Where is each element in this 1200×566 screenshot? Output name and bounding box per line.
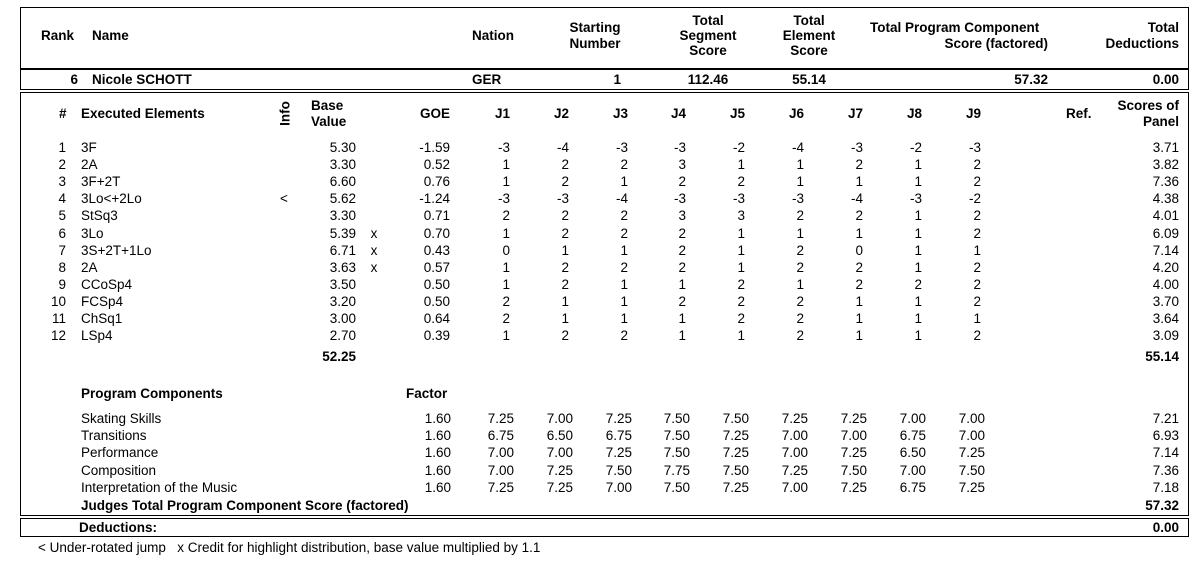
element-num: 9 — [58, 276, 66, 292]
element-judge-1: 2 — [502, 293, 510, 309]
element-judge-8: 1 — [914, 311, 922, 326]
element-info: < — [280, 191, 288, 207]
element-judge-8: 1 — [914, 242, 922, 258]
pcs-total-label: Judges Total Program Component Score (factored) — [81, 498, 409, 513]
judge-label-2: J2 — [553, 106, 569, 121]
element-x-mark: x — [370, 259, 378, 275]
deductions-value: 0.00 — [1152, 520, 1179, 535]
element-judge-4: 2 — [678, 225, 686, 241]
element-judge-9: 2 — [973, 293, 981, 309]
element-judge-6: 1 — [796, 174, 804, 190]
goe-label: GOE — [419, 106, 450, 121]
element-judge-1: 1 — [502, 157, 510, 173]
element-judge-7: 2 — [855, 259, 863, 275]
judge-label-9: J9 — [965, 106, 981, 121]
element-judge-2: 1 — [561, 242, 569, 258]
component-panel-score: 7.21 — [1152, 411, 1179, 426]
deductions-label: Deductions: — [79, 520, 158, 535]
executed-elements-label: Executed Elements — [81, 106, 205, 121]
element-judge-8: 1 — [914, 328, 922, 344]
component-judge-6: 7.25 — [781, 462, 808, 478]
skater-rank: 6 — [70, 72, 78, 87]
component-judge-3: 7.25 — [605, 411, 632, 426]
element-judge-1: 1 — [502, 259, 510, 275]
component-judge-2: 7.00 — [546, 445, 573, 461]
component-judge-1: 7.25 — [487, 411, 514, 426]
element-judge-5: 1 — [737, 225, 745, 241]
element-goe: 0.39 — [423, 328, 450, 344]
element-name: 3F — [81, 140, 97, 155]
component-factor: 1.60 — [424, 462, 451, 478]
component-judge-9: 7.25 — [958, 479, 985, 495]
component-judge-9: 7.00 — [958, 428, 985, 444]
element-judge-8: 1 — [914, 225, 922, 241]
program-components-label: Program Components — [81, 386, 223, 401]
ded-label-1: Total — [1147, 20, 1179, 35]
element-judge-9: 2 — [973, 225, 981, 241]
element-judge-6: 2 — [796, 311, 804, 326]
element-panel-score: 4.01 — [1152, 208, 1179, 224]
element-judge-5: 2 — [737, 311, 745, 326]
element-judge-2: 1 — [561, 293, 569, 309]
component-factor: 1.60 — [424, 445, 451, 461]
element-panel-score: 3.09 — [1152, 328, 1179, 344]
element-judge-6: 1 — [796, 225, 804, 241]
judge-label-1: J1 — [494, 106, 510, 121]
element-judge-8: -3 — [909, 191, 922, 207]
element-num: 1 — [58, 140, 66, 155]
element-judge-4: 1 — [678, 276, 686, 292]
element-judge-5: 3 — [737, 208, 745, 224]
component-judge-3: 7.00 — [605, 479, 632, 495]
element-judge-8: 1 — [914, 259, 922, 275]
component-judge-4: 7.50 — [663, 411, 690, 426]
element-panel-score: 3.70 — [1152, 293, 1179, 309]
element-judge-1: 1 — [502, 225, 510, 241]
judge-label-8: J8 — [906, 106, 922, 121]
info-label: Info — [277, 101, 293, 126]
element-judge-2: 1 — [561, 311, 569, 326]
component-judge-7: 7.25 — [840, 411, 867, 426]
component-judge-2: 6.50 — [546, 428, 573, 444]
element-goe: 0.50 — [423, 293, 450, 309]
panel-label-2: Panel — [1142, 114, 1179, 129]
element-judge-2: -3 — [556, 191, 569, 207]
tss-label-3: Score — [689, 43, 727, 58]
tss-label-1: Total — [692, 13, 724, 28]
element-judge-6: 1 — [796, 276, 804, 292]
element-name: LSp4 — [81, 328, 113, 344]
element-name: FCSp4 — [81, 293, 124, 309]
element-judge-6: 1 — [796, 157, 804, 173]
component-judge-9: 7.50 — [958, 462, 985, 478]
element-judge-3: 2 — [620, 259, 628, 275]
component-name: Performance — [81, 445, 159, 461]
element-judge-7: 2 — [855, 157, 863, 173]
element-judge-7: 2 — [855, 276, 863, 292]
component-judge-8: 6.75 — [899, 428, 926, 444]
element-judge-2: -4 — [556, 140, 569, 155]
element-judge-5: 1 — [737, 157, 745, 173]
element-judge-3: 2 — [620, 208, 628, 224]
pcs-label-1: Total Program Component — [870, 20, 1040, 35]
element-num: 4 — [58, 191, 66, 207]
ded-label-2: Deductions — [1105, 36, 1179, 51]
element-judge-4: -3 — [673, 140, 686, 155]
component-judge-7: 7.25 — [840, 445, 867, 461]
skater-deductions: 0.00 — [1152, 72, 1179, 87]
element-panel-score: 4.20 — [1152, 259, 1179, 275]
element-judge-8: 1 — [914, 157, 922, 173]
starting-number-label-1: Starting — [569, 20, 621, 35]
pcs-label-2: Score (factored) — [944, 36, 1048, 51]
element-judge-1: -3 — [497, 191, 510, 207]
element-x-mark: x — [370, 242, 378, 258]
element-panel-score: 3.71 — [1152, 140, 1179, 155]
element-judge-9: -2 — [968, 191, 981, 207]
component-judge-4: 7.50 — [663, 428, 690, 444]
element-judge-3: 1 — [620, 293, 628, 309]
component-judge-4: 7.50 — [663, 479, 690, 495]
element-judge-1: 1 — [502, 328, 510, 344]
component-judge-1: 7.00 — [487, 445, 514, 461]
element-judge-4: 2 — [678, 174, 686, 190]
element-num: 5 — [58, 208, 66, 224]
component-judge-4: 7.50 — [663, 445, 690, 461]
element-judge-7: -3 — [850, 140, 863, 155]
component-judge-6: 7.00 — [781, 428, 808, 444]
element-judge-6: 2 — [796, 293, 804, 309]
element-name: CCoSp4 — [81, 276, 133, 292]
element-judge-9: 2 — [973, 259, 981, 275]
element-judge-7: 1 — [855, 311, 863, 326]
component-judge-9: 7.00 — [958, 411, 985, 426]
component-judge-3: 6.75 — [605, 428, 632, 444]
element-judge-5: 2 — [737, 276, 745, 292]
element-judge-6: 2 — [796, 328, 804, 344]
element-num: 8 — [58, 259, 66, 275]
element-judge-4: 2 — [678, 293, 686, 309]
component-judge-5: 7.50 — [722, 462, 749, 478]
element-panel-score: 4.00 — [1152, 276, 1179, 292]
element-judge-3: 2 — [620, 225, 628, 241]
element-num: 10 — [50, 293, 66, 309]
element-judge-2: 2 — [561, 157, 569, 173]
component-judge-3: 7.50 — [605, 462, 632, 478]
element-judge-3: 1 — [620, 242, 628, 258]
judge-label-5: J5 — [729, 106, 745, 121]
element-num: 12 — [50, 328, 66, 344]
rank-label: Rank — [41, 28, 75, 43]
element-judge-6: 2 — [796, 259, 804, 275]
component-judge-5: 7.25 — [722, 479, 749, 495]
element-base-value: 5.30 — [329, 140, 356, 155]
element-judge-2: 2 — [561, 174, 569, 190]
component-judge-2: 7.25 — [546, 479, 573, 495]
skater-name: Nicole SCHOTT — [92, 72, 192, 87]
component-judge-3: 7.25 — [605, 445, 632, 461]
component-judge-8: 7.00 — [899, 462, 926, 478]
component-judge-8: 7.00 — [899, 411, 926, 426]
component-judge-1: 7.00 — [487, 462, 514, 478]
element-judge-4: 1 — [678, 328, 686, 344]
element-goe: 0.70 — [423, 225, 450, 241]
element-name: ChSq1 — [81, 311, 123, 326]
element-judge-7: 1 — [855, 293, 863, 309]
component-judge-8: 6.50 — [899, 445, 926, 461]
element-name: StSq3 — [81, 208, 118, 224]
component-judge-7: 7.00 — [840, 428, 867, 444]
element-judge-1: 1 — [502, 174, 510, 190]
component-judge-4: 7.75 — [663, 462, 690, 478]
element-base-value: 3.20 — [329, 293, 356, 309]
skater-pcs: 57.32 — [1014, 72, 1048, 87]
component-judge-2: 7.00 — [546, 411, 573, 426]
element-goe: 0.76 — [423, 174, 450, 190]
element-x-mark: x — [370, 225, 378, 241]
element-judge-9: 2 — [973, 208, 981, 224]
component-name: Composition — [81, 462, 157, 478]
nation-label: Nation — [472, 28, 514, 43]
element-base-value: 6.60 — [329, 174, 356, 190]
element-judge-3: 1 — [620, 276, 628, 292]
component-panel-score: 7.36 — [1152, 462, 1179, 478]
element-goe: 0.50 — [423, 276, 450, 292]
tes-label-1: Total — [793, 13, 825, 28]
element-judge-5: -2 — [732, 140, 745, 155]
component-judge-6: 7.00 — [781, 445, 808, 461]
component-name: Skating Skills — [81, 411, 162, 426]
skater-nation: GER — [472, 72, 502, 87]
component-judge-5: 7.25 — [722, 428, 749, 444]
footnote: < Under-rotated jump x Credit for highlight distribution, base value multiplied by 1.1 — [38, 540, 541, 555]
element-judge-4: 3 — [678, 208, 686, 224]
element-judge-2: 2 — [561, 208, 569, 224]
element-judge-5: 1 — [737, 328, 745, 344]
judge-label-4: J4 — [670, 106, 686, 121]
factor-label: Factor — [406, 386, 448, 401]
panel-label-1: Scores of — [1117, 98, 1179, 113]
header-divider — [20, 68, 1189, 70]
element-panel-score: 3.82 — [1152, 157, 1179, 173]
element-judge-8: 2 — [914, 276, 922, 292]
element-judge-4: 1 — [678, 311, 686, 326]
element-judge-4: 2 — [678, 259, 686, 275]
element-num: 6 — [58, 225, 66, 241]
element-judge-7: 2 — [855, 208, 863, 224]
deductions-box — [20, 518, 1189, 537]
element-judge-6: -4 — [791, 140, 804, 155]
element-judge-8: -2 — [909, 140, 922, 155]
element-name: 3Lo<+2Lo — [81, 191, 142, 207]
element-judge-2: 2 — [561, 276, 569, 292]
element-judge-1: 0 — [502, 242, 510, 258]
component-judge-5: 7.25 — [722, 445, 749, 461]
element-judge-9: 2 — [973, 328, 981, 344]
component-panel-score: 6.93 — [1152, 428, 1179, 444]
component-factor: 1.60 — [424, 479, 451, 495]
element-panel-score: 3.64 — [1152, 311, 1179, 326]
base-value-total: 52.25 — [322, 349, 356, 364]
element-judge-9: -3 — [968, 140, 981, 155]
pcs-total-value: 57.32 — [1145, 498, 1179, 513]
element-judge-8: 1 — [914, 208, 922, 224]
component-name: Interpretation of the Music — [81, 479, 238, 495]
element-name: 3S+2T+1Lo — [81, 242, 152, 258]
element-panel-score: 7.14 — [1152, 242, 1179, 258]
component-factor: 1.60 — [424, 428, 451, 444]
element-judge-5: -3 — [732, 191, 745, 207]
element-goe: 0.57 — [423, 259, 450, 275]
element-judge-4: -3 — [673, 191, 686, 207]
tss-label-2: Segment — [679, 28, 737, 43]
element-name: 3Lo — [81, 225, 104, 241]
element-base-value: 5.62 — [329, 191, 356, 207]
component-judge-9: 7.25 — [958, 445, 985, 461]
element-judge-7: -4 — [850, 191, 863, 207]
component-judge-8: 6.75 — [899, 479, 926, 495]
element-judge-9: 1 — [973, 311, 981, 326]
component-panel-score: 7.14 — [1152, 445, 1179, 461]
component-panel-score: 7.18 — [1152, 479, 1179, 495]
element-judge-6: 2 — [796, 208, 804, 224]
element-judge-2: 2 — [561, 259, 569, 275]
ref-label: Ref. — [1066, 106, 1092, 121]
element-goe: 0.64 — [423, 311, 450, 326]
element-panel-score: 4.38 — [1152, 191, 1179, 207]
element-name: 2A — [81, 157, 98, 173]
component-judge-1: 7.25 — [487, 479, 514, 495]
element-judge-2: 2 — [561, 328, 569, 344]
element-num: 7 — [58, 242, 66, 258]
element-judge-9: 2 — [973, 276, 981, 292]
element-judge-3: 1 — [620, 311, 628, 326]
element-judge-7: 0 — [855, 242, 863, 258]
element-judge-5: 1 — [737, 242, 745, 258]
element-judge-3: 2 — [620, 328, 628, 344]
base-value-label-2: Value — [311, 114, 347, 129]
element-goe: -1.24 — [419, 191, 450, 207]
element-judge-5: 1 — [737, 259, 745, 275]
element-judge-7: 1 — [855, 174, 863, 190]
component-name: Transitions — [81, 428, 147, 444]
element-judge-9: 2 — [973, 157, 981, 173]
element-judge-3: 1 — [620, 174, 628, 190]
element-judge-2: 2 — [561, 225, 569, 241]
element-judge-1: -3 — [497, 140, 510, 155]
element-panel-score: 6.09 — [1152, 225, 1179, 241]
judge-label-3: J3 — [612, 106, 628, 121]
element-judge-9: 2 — [973, 174, 981, 190]
element-judge-8: 1 — [914, 293, 922, 309]
element-name: 3F+2T — [81, 174, 121, 190]
element-judge-6: 2 — [796, 242, 804, 258]
tes-label-2: Element — [782, 28, 836, 43]
element-judge-1: 1 — [502, 276, 510, 292]
component-factor: 1.60 — [424, 411, 451, 426]
panel-total: 55.14 — [1145, 349, 1179, 364]
element-judge-3: 2 — [620, 157, 628, 173]
component-judge-6: 7.25 — [781, 411, 808, 426]
starting-number-label-2: Number — [569, 36, 621, 51]
component-judge-5: 7.50 — [722, 411, 749, 426]
element-judge-9: 1 — [973, 242, 981, 258]
name-label: Name — [92, 28, 129, 43]
component-judge-6: 7.00 — [781, 479, 808, 495]
element-goe: 0.71 — [423, 208, 450, 224]
element-judge-3: -4 — [615, 191, 628, 207]
skater-tss: 112.46 — [687, 72, 729, 87]
element-base-value: 3.30 — [329, 208, 356, 224]
component-judge-7: 7.25 — [840, 479, 867, 495]
element-judge-5: 2 — [737, 293, 745, 309]
element-judge-8: 1 — [914, 174, 922, 190]
element-goe: -1.59 — [419, 140, 450, 155]
element-judge-5: 2 — [737, 174, 745, 190]
element-judge-1: 2 — [502, 208, 510, 224]
element-judge-1: 2 — [502, 311, 510, 326]
element-num: 11 — [51, 311, 66, 326]
element-judge-7: 1 — [855, 225, 863, 241]
element-base-value: 3.30 — [329, 157, 356, 173]
element-base-value: 2.70 — [329, 328, 356, 344]
judge-label-7: J7 — [847, 106, 863, 121]
element-judge-3: -3 — [615, 140, 628, 155]
element-base-value: 3.00 — [329, 311, 356, 326]
element-judge-4: 2 — [678, 242, 686, 258]
judge-label-6: J6 — [788, 106, 804, 121]
element-panel-score: 7.36 — [1152, 174, 1179, 190]
element-goe: 0.43 — [423, 242, 450, 258]
element-goe: 0.52 — [423, 157, 450, 173]
skater-tes: 55.14 — [792, 72, 826, 87]
element-name: 2A — [81, 259, 98, 275]
element-judge-7: 1 — [855, 328, 863, 344]
base-value-label-1: Base — [311, 98, 344, 113]
element-num: 2 — [58, 157, 66, 173]
elements-num-label: # — [59, 106, 67, 121]
component-judge-7: 7.50 — [840, 462, 867, 478]
element-judge-4: 3 — [678, 157, 686, 173]
element-judge-6: -3 — [791, 191, 804, 207]
component-judge-1: 6.75 — [487, 428, 514, 444]
element-base-value: 5.39 — [329, 225, 356, 241]
skater-starting-number: 1 — [613, 72, 621, 87]
tes-label-3: Score — [790, 43, 828, 58]
element-base-value: 3.50 — [329, 276, 356, 292]
element-base-value: 6.71 — [329, 242, 356, 258]
element-base-value: 3.63 — [329, 259, 356, 275]
element-num: 3 — [58, 174, 66, 190]
component-judge-2: 7.25 — [546, 462, 573, 478]
